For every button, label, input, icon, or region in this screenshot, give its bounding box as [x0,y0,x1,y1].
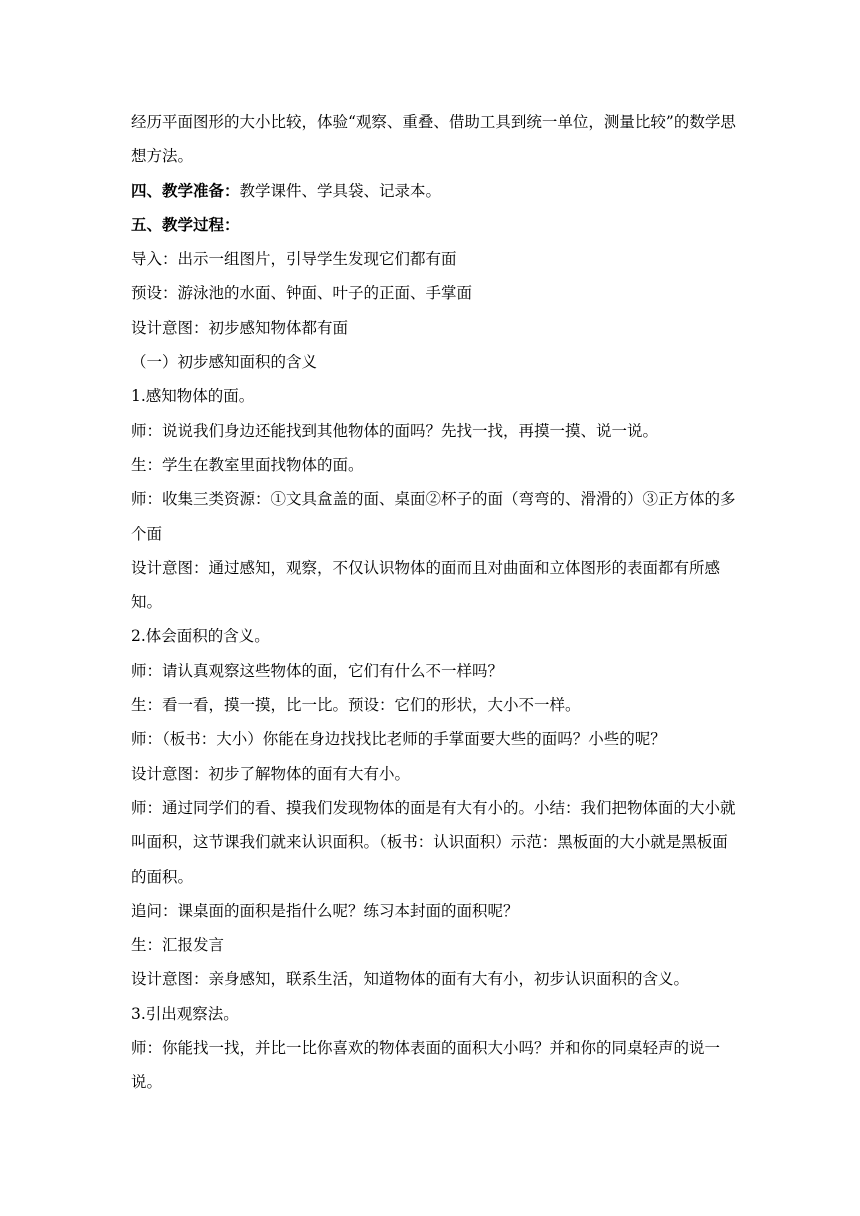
paragraph-teacher-3: 师：请认真观察这些物体的面，它们有什么不一样吗？ [131,661,504,680]
section-heading-process: 五、教学过程： [131,214,240,234]
paragraph-lead-in: 导入：出示一组图片，引导学生发现它们都有面 [131,250,457,269]
paragraph-student-3: 生：汇报发言 [131,936,225,955]
paragraph-teacher-6: 师：你能找一找，并比一比你喜欢的物体表面的面积大小吗？并和你的同桌轻声的说一说。 [131,1039,721,1092]
paragraph-student-1: 生：学生在教室里面找物体的面。 [131,455,364,474]
document-body [131,105,739,1100]
paragraph-design-intent-4: 设计意图：亲身感知，联系生活，知道物体的面有大有小，初步认识面积的含义。 [131,970,690,989]
paragraph-teacher-5: 师：通过同学们的看、摸我们发现物体的面是有大有小的。小结：我们把物体面的大小就叫面积，这节课我们就来认识面积。（板书：认识面积）示范：黑板面的大小就是黑板面的面积。 [131,798,736,886]
paragraph-preset-1: 预设：游泳池的水面、钟面、叶子的正面、手掌面 [131,284,473,303]
paragraph-design-intent-3: 设计意图：初步了解物体的面有大有小。 [131,764,411,783]
paragraph-intro-goal: 经历平面图形的大小比较，体验“观察、重叠、借助工具到统一单位，测量比较”的数学思想方法。 [131,113,736,166]
paragraph-step-1: 1.感知物体的面。 [131,387,255,406]
paragraph-student-2: 生：看一看，摸一摸，比一比。预设：它们的形状，大小不一样。 [131,696,581,715]
paragraph-subsection-1: （一）初步感知面积的含义 [131,353,318,372]
paragraph-step-3: 3.引出观察法。 [131,1004,239,1023]
paragraph-design-intent-2: 设计意图：通过感知，观察，不仅认识物体的面而且对曲面和立体图形的表面都有所感知。 [131,558,721,612]
paragraph-follow-up: 追问：课桌面的面积是指什么呢？练习本封面的面积呢？ [131,901,519,920]
paragraph-teaching-preparation: 四、教学准备：教学课件、学具袋、记录本。 [131,180,442,200]
paragraph-design-intent-1: 设计意图：初步感知物体都有面 [131,318,349,337]
paragraph-teaching-process [131,208,739,242]
paragraph-step-2: 2.体会面积的含义。 [131,627,270,646]
paragraph-teacher-1: 师：说说我们身边还能找到其他物体的面吗？先找一找，再摸一摸、说一说。 [131,421,659,440]
paragraph-teacher-4: 师：（板书：大小）你能在身边找找比老师的手掌面要大些的面吗？小些的呢？ [131,730,666,749]
paragraph-teacher-2: 师：收集三类资源：①文具盒盖的面、桌面②杯子的面（弯弯的、滑滑的）③正方体的多个面 [131,490,736,543]
section-heading-preparation: 四、教学准备： [131,180,240,200]
